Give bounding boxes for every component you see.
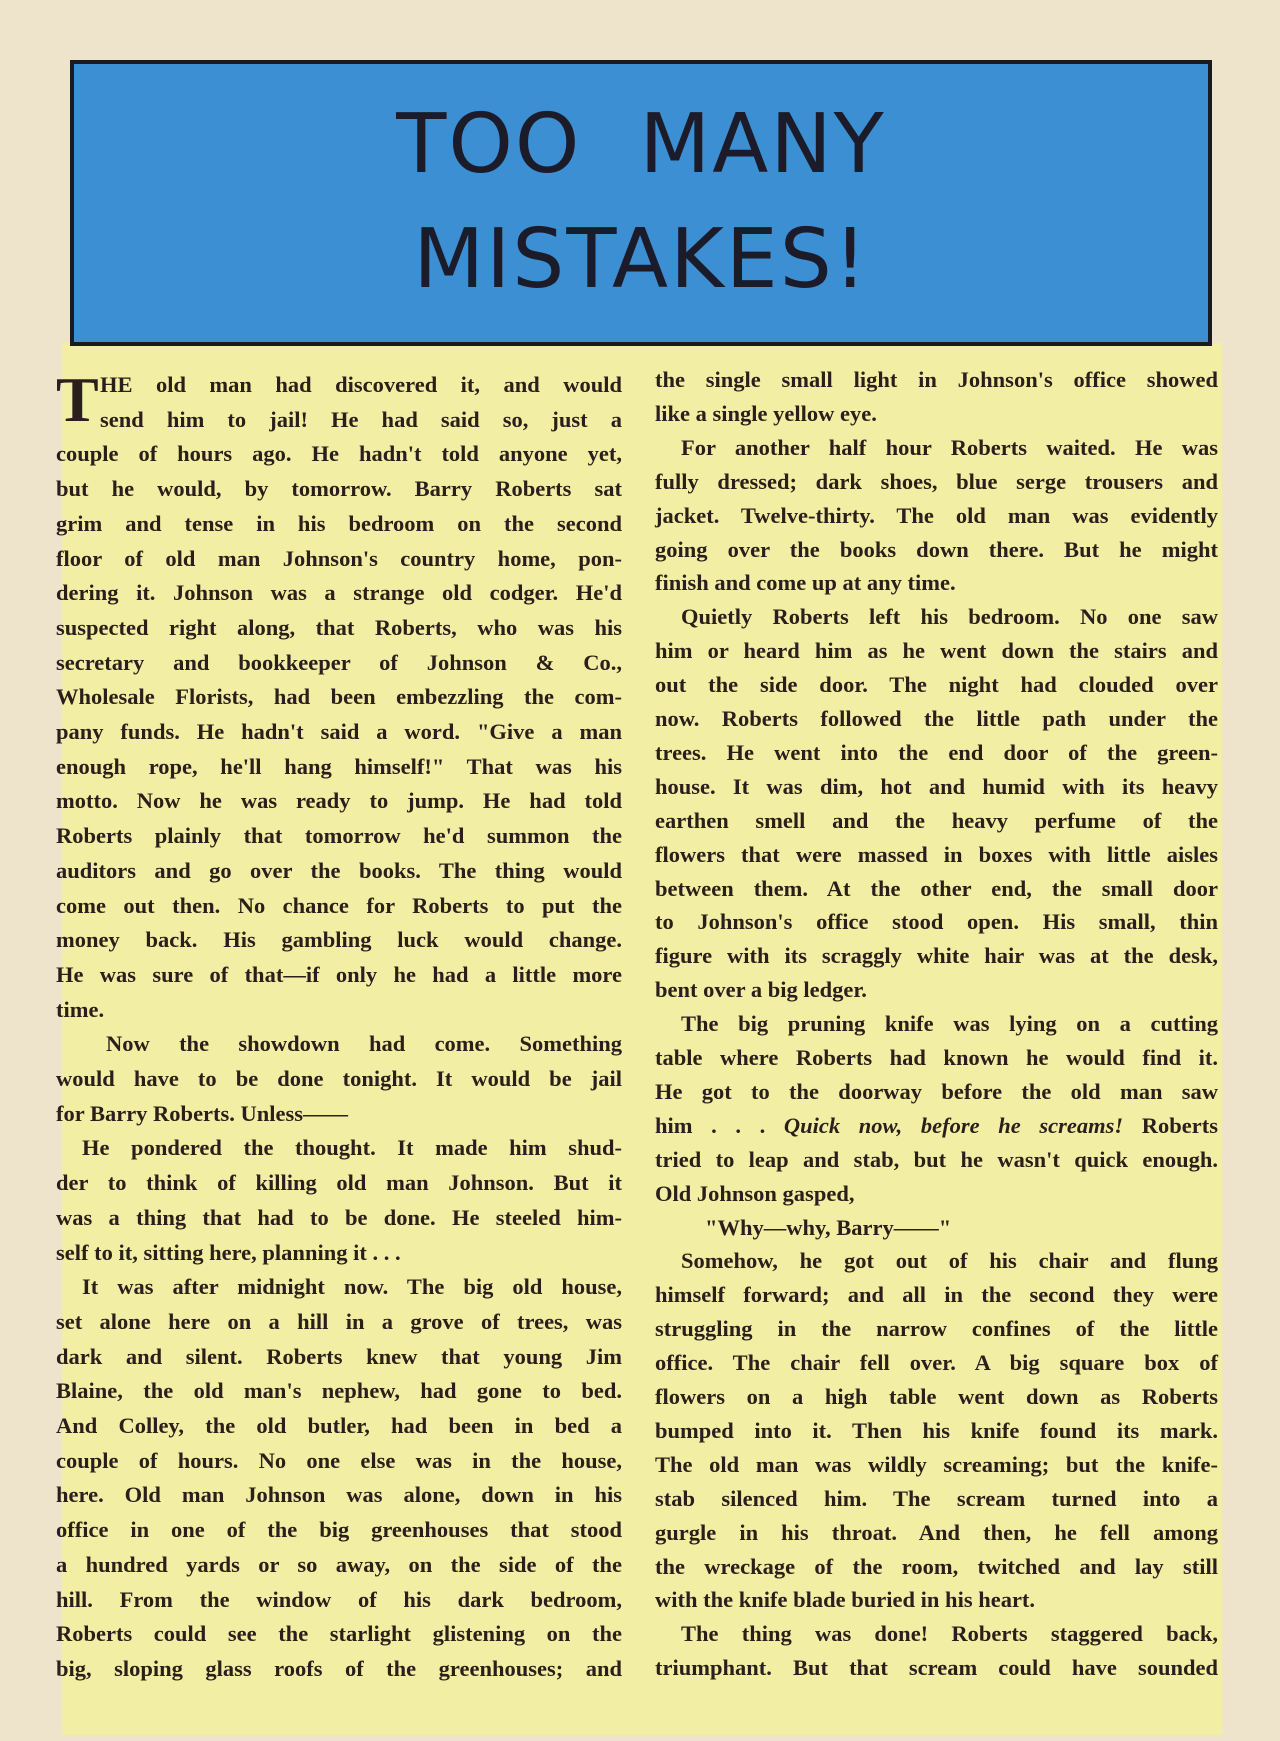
- text-line: dering it. Johnson was a strange old codger. He'd: [56, 580, 622, 606]
- text-line: now. Roberts followed the little path under the: [655, 706, 1218, 731]
- text-line: floor of old man Johnson's country home, pon-: [56, 545, 622, 571]
- text-line: here. Old man Johnson was alone, down in his: [56, 1482, 622, 1508]
- text-line: money back. His gambling luck would change.: [56, 927, 622, 953]
- text-line: tried to leap and stab, but he wasn't quick enough.: [655, 1146, 1218, 1172]
- text-line: table where Roberts had known he would find it.: [655, 1045, 1218, 1070]
- text-line: He pondered the thought. It made him shud-: [82, 1135, 622, 1161]
- text-line: was a thing that had to be done. He steeled him-: [56, 1204, 622, 1230]
- text-line: He got to the doorway before the old man saw: [655, 1078, 1218, 1104]
- text-line: Somehow, he got out of his chair and flung: [681, 1248, 1218, 1274]
- text-line: to Johnson's office stood open. His small, thin: [655, 909, 1218, 935]
- text-line: bent over a big ledger.: [655, 977, 867, 1003]
- text-line: For another half hour Roberts waited. He was: [681, 434, 1218, 460]
- text-line: set alone here on a hill in a grove of trees, was: [56, 1308, 622, 1334]
- drop-cap: T: [56, 364, 99, 435]
- text-line: out the side door. The night had clouded over: [655, 672, 1218, 698]
- text-line: couple of hours ago. He hadn't told anyone yet,: [56, 441, 622, 467]
- text-line: Wholesale Florists, had been embezzling the com-: [56, 684, 622, 710]
- text-line: couple of hours. No one else was in the house,: [56, 1447, 622, 1473]
- text-line: "Why—why, Barry——": [705, 1214, 952, 1240]
- text-line: HE old man had discovered it, and would: [100, 372, 622, 397]
- text-line: The big pruning knife was lying on a cutting: [681, 1011, 1218, 1037]
- text-line: der to think of killing old man Johnson. But it: [56, 1170, 622, 1196]
- text-line: office. The chair fell over. A big square box of: [655, 1350, 1218, 1376]
- text-line: office in one of the big greenhouses that stood: [56, 1517, 622, 1543]
- title-line-1: TOO MANY: [396, 97, 886, 192]
- text-line: the wreckage of the room, twitched and lay still: [655, 1553, 1218, 1579]
- text-line: earthen smell and the heavy perfume of the: [655, 807, 1218, 833]
- text-line: motto. Now he was ready to jump. He had told: [56, 788, 622, 814]
- text-line: between them. At the other end, the small door: [655, 875, 1218, 901]
- text-line: but he would, by tomorrow. Barry Roberts sat: [56, 476, 622, 502]
- text-line: flowers on a high table went down as Roberts: [655, 1384, 1218, 1409]
- text-line: struggling in the narrow confines of the little: [655, 1316, 1218, 1342]
- text-line: the single small light in Johnson's office showed: [655, 367, 1218, 392]
- text-line: bumped into it. Then his knife found its mark.: [655, 1417, 1218, 1443]
- text-line: jacket. Twelve-thirty. The old man was evidently: [655, 502, 1218, 528]
- text-line: suspected right along, that Roberts, who was his: [56, 614, 622, 640]
- text-line: pany funds. He hadn't said a word. "Give a man: [56, 719, 622, 744]
- title-banner: [70, 60, 1212, 346]
- text-line: hill. From the window of his dark bedroom,: [56, 1586, 622, 1612]
- text-line: The old man was wildly screaming; but the knife-: [655, 1451, 1218, 1477]
- text-line: house. It was dim, hot and humid with its heavy: [655, 773, 1218, 799]
- text-line: figure with its scraggly white hair was at the desk,: [655, 943, 1218, 969]
- text-line: a hundred yards or so away, on the side of the: [56, 1551, 622, 1577]
- text-line: like a single yellow eye.: [655, 400, 877, 426]
- text-line: fully dressed; dark shoes, blue serge trousers and: [655, 468, 1218, 494]
- text-line: Now the showdown had come. Something: [106, 1031, 622, 1057]
- text-line: stab silenced him. The scream turned into a: [655, 1485, 1218, 1511]
- text-line: secretary and bookkeeper of Johnson & Co.,: [56, 649, 622, 675]
- text-line: grim and tense in his bedroom on the second: [56, 510, 622, 536]
- text-segment: him . . .: [655, 1112, 784, 1138]
- text-line: send him to jail! He had said so, just a: [100, 406, 622, 432]
- text-line: finish and come up at any time.: [655, 570, 956, 596]
- text-line: And Colley, the old butler, had been in bed a: [56, 1413, 622, 1438]
- text-line: triumphant. But that scream could have sounded: [655, 1655, 1218, 1681]
- text-line: him or heard him as he went down the stairs and: [655, 638, 1218, 664]
- text-line: going over the books down there. But he might: [655, 536, 1218, 562]
- text-line: come out then. No chance for Roberts to put the: [56, 892, 622, 918]
- text-line: Roberts plainly that tomorrow he'd summon the: [56, 823, 622, 849]
- text-line: flowers that were massed in boxes with little aisles: [655, 841, 1218, 867]
- text-line: Quietly Roberts left his bedroom. No one saw: [681, 604, 1218, 630]
- text-line: time.: [56, 996, 105, 1022]
- text-line: self to it, sitting here, planning it . . .: [56, 1239, 401, 1265]
- text-line: trees. He went into the end door of the green-: [655, 739, 1218, 765]
- text-line: with the knife blade buried in his heart.: [655, 1587, 1036, 1613]
- text-line: would have to be done tonight. It would be jail: [56, 1066, 622, 1091]
- italic-text: Quick now, before he screams!: [783, 1112, 1124, 1138]
- text-line: for Barry Roberts. Unless——: [56, 1100, 349, 1126]
- text-line: dark and silent. Roberts knew that young Jim: [56, 1343, 622, 1369]
- title-line-2: MISTAKES!: [413, 212, 869, 307]
- text-line: Blaine, the old man's nephew, had gone to bed.: [56, 1378, 622, 1404]
- text-line: Old Johnson gasped,: [655, 1180, 855, 1206]
- text-line: himself forward; and all in the second they were: [655, 1282, 1218, 1308]
- text-line: enough rope, he'll hang himself!" That was his: [56, 753, 622, 779]
- text-line: auditors and go over the books. The thing would: [56, 857, 622, 883]
- text-line: Roberts could see the starlight glistening on the: [56, 1621, 622, 1647]
- text-line: It was after midnight now. The big old house,: [82, 1274, 622, 1300]
- text-line: [655, 1109, 1218, 1143]
- text-line: He was sure of that—if only he had a little more: [56, 961, 622, 987]
- text-segment: Roberts: [1123, 1112, 1218, 1138]
- text-line: big, sloping glass roofs of the greenhouses; and: [56, 1655, 622, 1681]
- text-line: gurgle in his throat. And then, he fell among: [655, 1519, 1218, 1545]
- text-line: The thing was done! Roberts staggered back,: [681, 1621, 1218, 1647]
